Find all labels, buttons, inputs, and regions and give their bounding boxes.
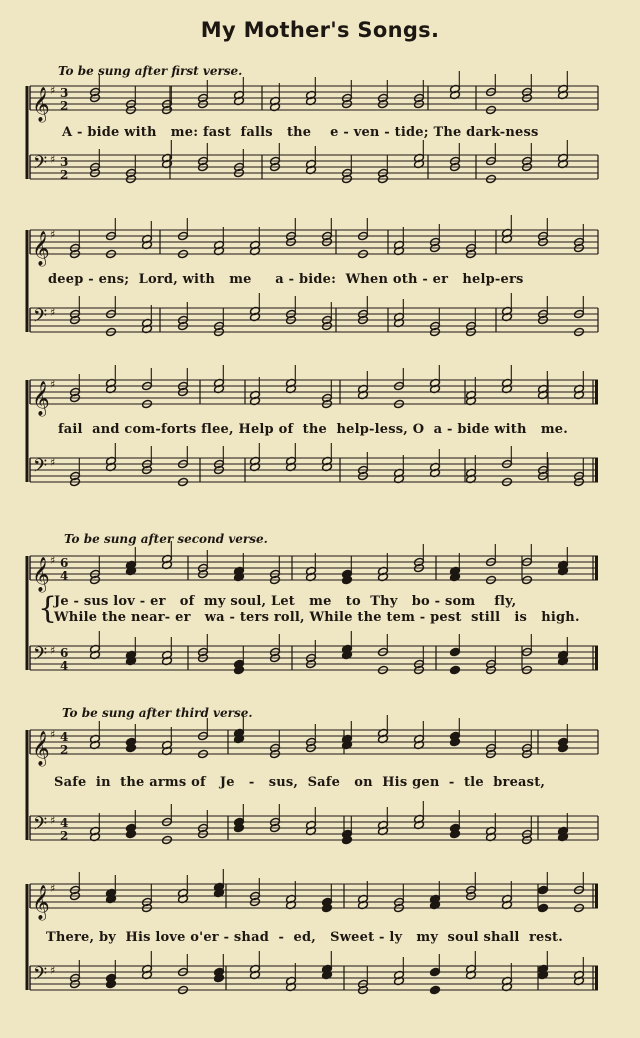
sharp-icon: ♯ — [50, 728, 56, 741]
lyric-line-1: A - bide with me: fast falls the e - ven - tide; The dark-ness — [62, 125, 539, 140]
sharp-icon: ♯ — [50, 228, 56, 241]
bass-clef-icon: 𝄢 — [33, 644, 48, 669]
sharp-icon: ♯ — [50, 84, 56, 97]
bass-clef-icon: 𝄢 — [33, 306, 48, 331]
lyric-line-5: Safe in the arms of Je - sus, Safe on His gen - tle breast, — [54, 775, 546, 790]
sharp-icon: ♯ — [50, 644, 56, 657]
bass-clef-icon: 𝄢 — [33, 456, 48, 481]
bass-clef-icon: 𝄢 — [33, 153, 48, 178]
sharp-icon: ♯ — [50, 153, 56, 166]
time-signature-top: 4 — [60, 730, 69, 744]
sharp-icon: ♯ — [50, 814, 56, 827]
time-signature-bottom: 2 — [60, 99, 69, 113]
time-signature-bottom: 4 — [60, 659, 69, 673]
bass-clef-icon: 𝄢 — [33, 964, 48, 989]
bass-clef-icon: 𝄢 — [33, 814, 48, 839]
sharp-icon: ♯ — [50, 306, 56, 319]
sharp-icon: ♯ — [50, 456, 56, 469]
sharp-icon: ♯ — [50, 964, 56, 977]
treble-clef-icon: 𝄞 — [32, 731, 50, 766]
time-signature-bottom: 2 — [60, 829, 69, 843]
lyric-line-3: fail and com-forts flee, Help of the help-less, O a - bide with me. — [58, 422, 568, 437]
time-signature-top: 3 — [60, 155, 69, 169]
time-signature-top: 3 — [60, 86, 69, 100]
time-signature-top: 4 — [60, 816, 69, 830]
instruction-second-verse: To be sung after second verse. — [64, 532, 268, 546]
note-head — [538, 903, 549, 912]
sharp-icon: ♯ — [50, 554, 56, 567]
lyric-line-2: deep - ens; Lord, with me a - bide: When oth - er help-ers — [48, 272, 524, 287]
verse-brace: { — [38, 591, 58, 626]
instruction-first-verse: To be sung after first verse. — [58, 64, 243, 78]
lyric-line-4a: Je - sus lov - er of my soul, Let me to Thy bo - som fly, — [54, 594, 517, 609]
lyric-line-4b: While the near- er wa - ters roll, While the tem - pest still is high. — [54, 610, 580, 625]
sharp-icon: ♯ — [50, 378, 56, 391]
lyric-line-6: There, by His love o'er - shad - ed, Sweet - ly my soul shall rest. — [46, 930, 563, 945]
treble-clef-icon: 𝄞 — [32, 231, 50, 266]
time-signature-bottom: 4 — [60, 569, 69, 583]
note-head — [430, 985, 441, 994]
treble-clef-icon: 𝄞 — [32, 87, 50, 122]
time-signature-bottom: 2 — [60, 743, 69, 757]
time-signature-bottom: 2 — [60, 168, 69, 182]
hymn-title: My Mother's Songs. — [200, 18, 440, 42]
note-head — [450, 665, 461, 674]
treble-clef-icon: 𝄞 — [32, 885, 50, 920]
sharp-icon: ♯ — [50, 882, 56, 895]
time-signature-top: 6 — [60, 556, 69, 570]
treble-clef-icon: 𝄞 — [32, 381, 50, 416]
time-signature-top: 6 — [60, 646, 69, 660]
treble-clef-icon: 𝄞 — [32, 557, 50, 592]
instruction-third-verse: To be sung after third verse. — [62, 706, 253, 720]
